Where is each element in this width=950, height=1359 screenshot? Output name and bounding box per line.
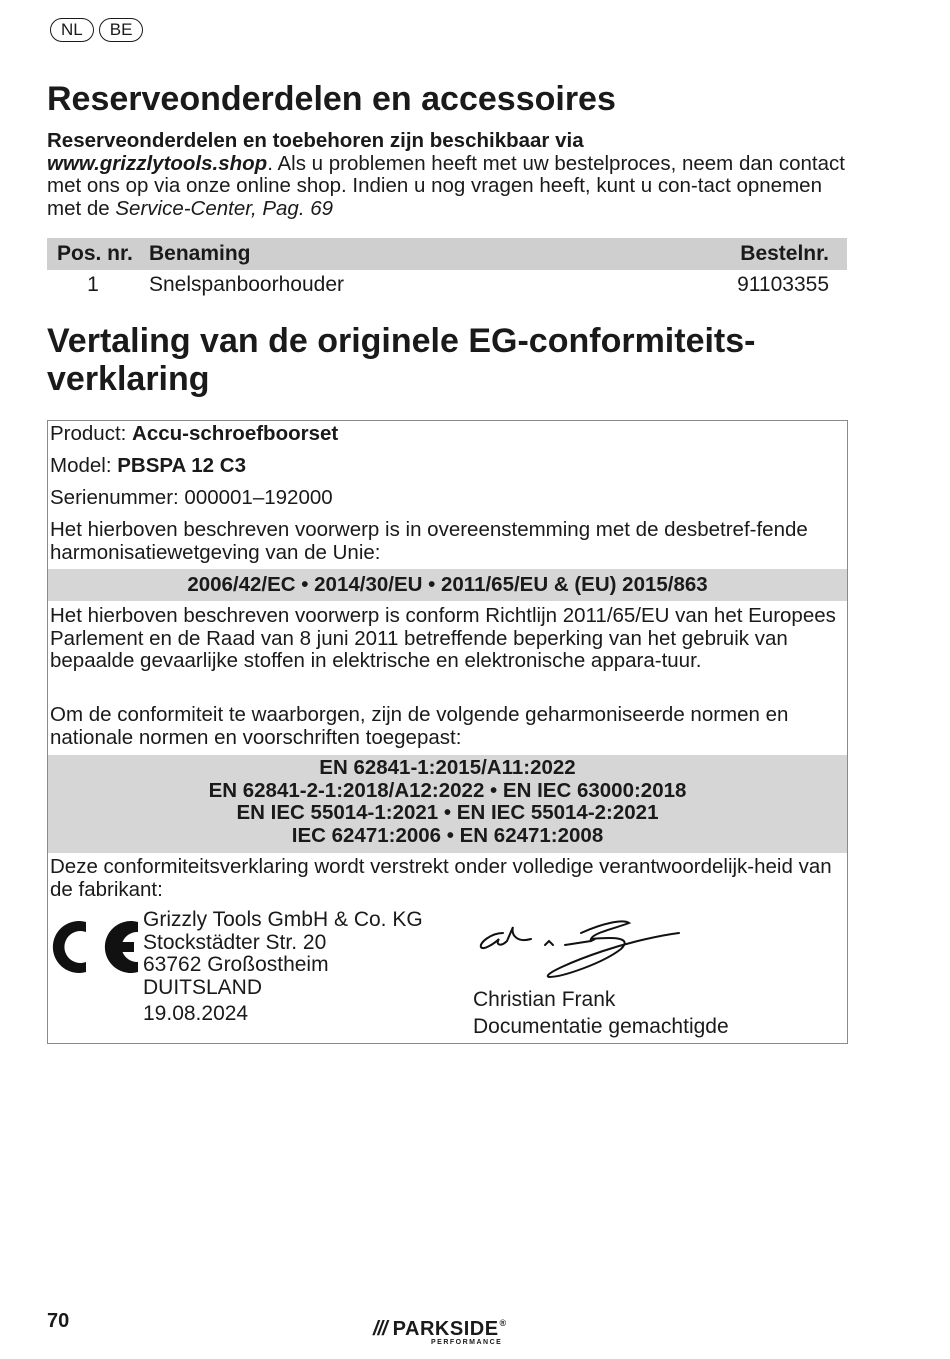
cell-name: Snelspanboorhouder (149, 273, 344, 296)
standard-line-1: EN 62841-1:2015/A11:2022 (319, 756, 576, 779)
manufacturer-street: Stockstädter Str. 20 (143, 930, 327, 954)
signer-role: Documentatie gemachtigde (473, 1015, 729, 1038)
standard-line-4: IEC 62471:2006 • EN 62471:2008 (291, 823, 604, 847)
intro-bold-text: Reserveonderdelen en toebehoren zijn beschikbaar via (47, 129, 584, 152)
table-row (47, 270, 847, 300)
cell-pos: 1 (87, 273, 99, 296)
product-label: Product: (50, 422, 133, 445)
model-line (50, 455, 840, 478)
manufacturer-name: Grizzly Tools GmbH & Co. KG (143, 908, 423, 931)
language-badge-nl: NL (50, 18, 94, 42)
model-value: PBSPA 12 C3 (117, 454, 246, 477)
declaration-title: Vertaling van de originele EG-conformiteits-verklaring (47, 322, 756, 398)
language-badges (50, 18, 143, 42)
header-order-nr: Bestelnr. (740, 242, 829, 265)
cell-order-nr: 91103355 (737, 273, 829, 296)
conformity-text: Het hierboven beschreven voorwerp is in overeenstemming met de desbetref-fende harmonisatiewetgeving van de Unie: (50, 518, 808, 564)
shop-link[interactable]: www.grizzlytools.shop (47, 151, 268, 175)
declaration-date: 19.08.2024 (143, 1002, 249, 1025)
standards-intro: Om de conformiteit te waarborgen, zijn de volgende geharmoniseerde normen en nationale normen en voorschriften toegepast: (50, 703, 789, 749)
spare-parts-table (47, 238, 847, 300)
spare-parts-intro (47, 130, 847, 220)
table-header (47, 238, 847, 270)
manufacturer-city: 63762 Großostheim (143, 953, 329, 976)
signature-icon (473, 913, 683, 985)
product-line (50, 423, 840, 446)
ce-mark-icon (50, 916, 140, 978)
manufacturer-country: DUITSLAND (143, 975, 263, 999)
intro-text: . Als u problemen heeft met uw bestelproces, neem dan contact met ons op via onze online shop. Indien u nog vragen heeft, kunt u con-tact opnemen met de (47, 151, 845, 220)
parkside-logo: /// PARKSIDE ® PERFORMANCE (373, 1318, 533, 1346)
service-center-ref[interactable]: Service-Center, Pag. 69 (115, 196, 334, 220)
product-value: Accu-schroefboorset (132, 422, 339, 445)
brand-subtitle: PERFORMANCE (431, 1339, 503, 1346)
responsibility-text: Deze conformiteitsverklaring wordt verstrekt onder volledige verantwoordelijk-heid van de fabrikant: (50, 855, 832, 901)
manufacturer-address (143, 909, 423, 1026)
model-label: Model: (50, 454, 118, 477)
directives-band: 2006/42/EC • 2014/30/EU • 2011/65/EU & (EU) 2015/863 (48, 569, 847, 601)
declaration-box (47, 420, 848, 1044)
serial-number: Serienummer: 000001–192000 (50, 486, 333, 509)
rohs-text: Het hierboven beschreven voorwerp is conform Richtlijn 2011/65/EU van het Europees Parlement en de Raad van 8 juni 2011 betreffende beperking van het gebruik van bepaalde gevaarlijke stoffen in elektrische en elektronische appara-tuur. (50, 604, 836, 672)
brand-name: PARKSIDE (392, 1318, 499, 1340)
standard-line-3: EN IEC 55014-1:2021 • EN IEC 55014-2:2021 (236, 801, 659, 824)
header-name: Benaming (149, 242, 251, 265)
standard-line-2: EN 62841-2-1:2018/A12:2022 • EN IEC 63000:2018 (208, 778, 687, 802)
header-pos: Pos. nr. (57, 242, 133, 265)
spare-parts-title: Reserveonderdelen en accessoires (47, 80, 616, 118)
signer-block (473, 986, 729, 1040)
page-number: 70 (47, 1310, 70, 1332)
language-badge-be: BE (99, 18, 144, 42)
signer-name: Christian Frank (473, 988, 616, 1011)
standards-band (48, 755, 847, 853)
